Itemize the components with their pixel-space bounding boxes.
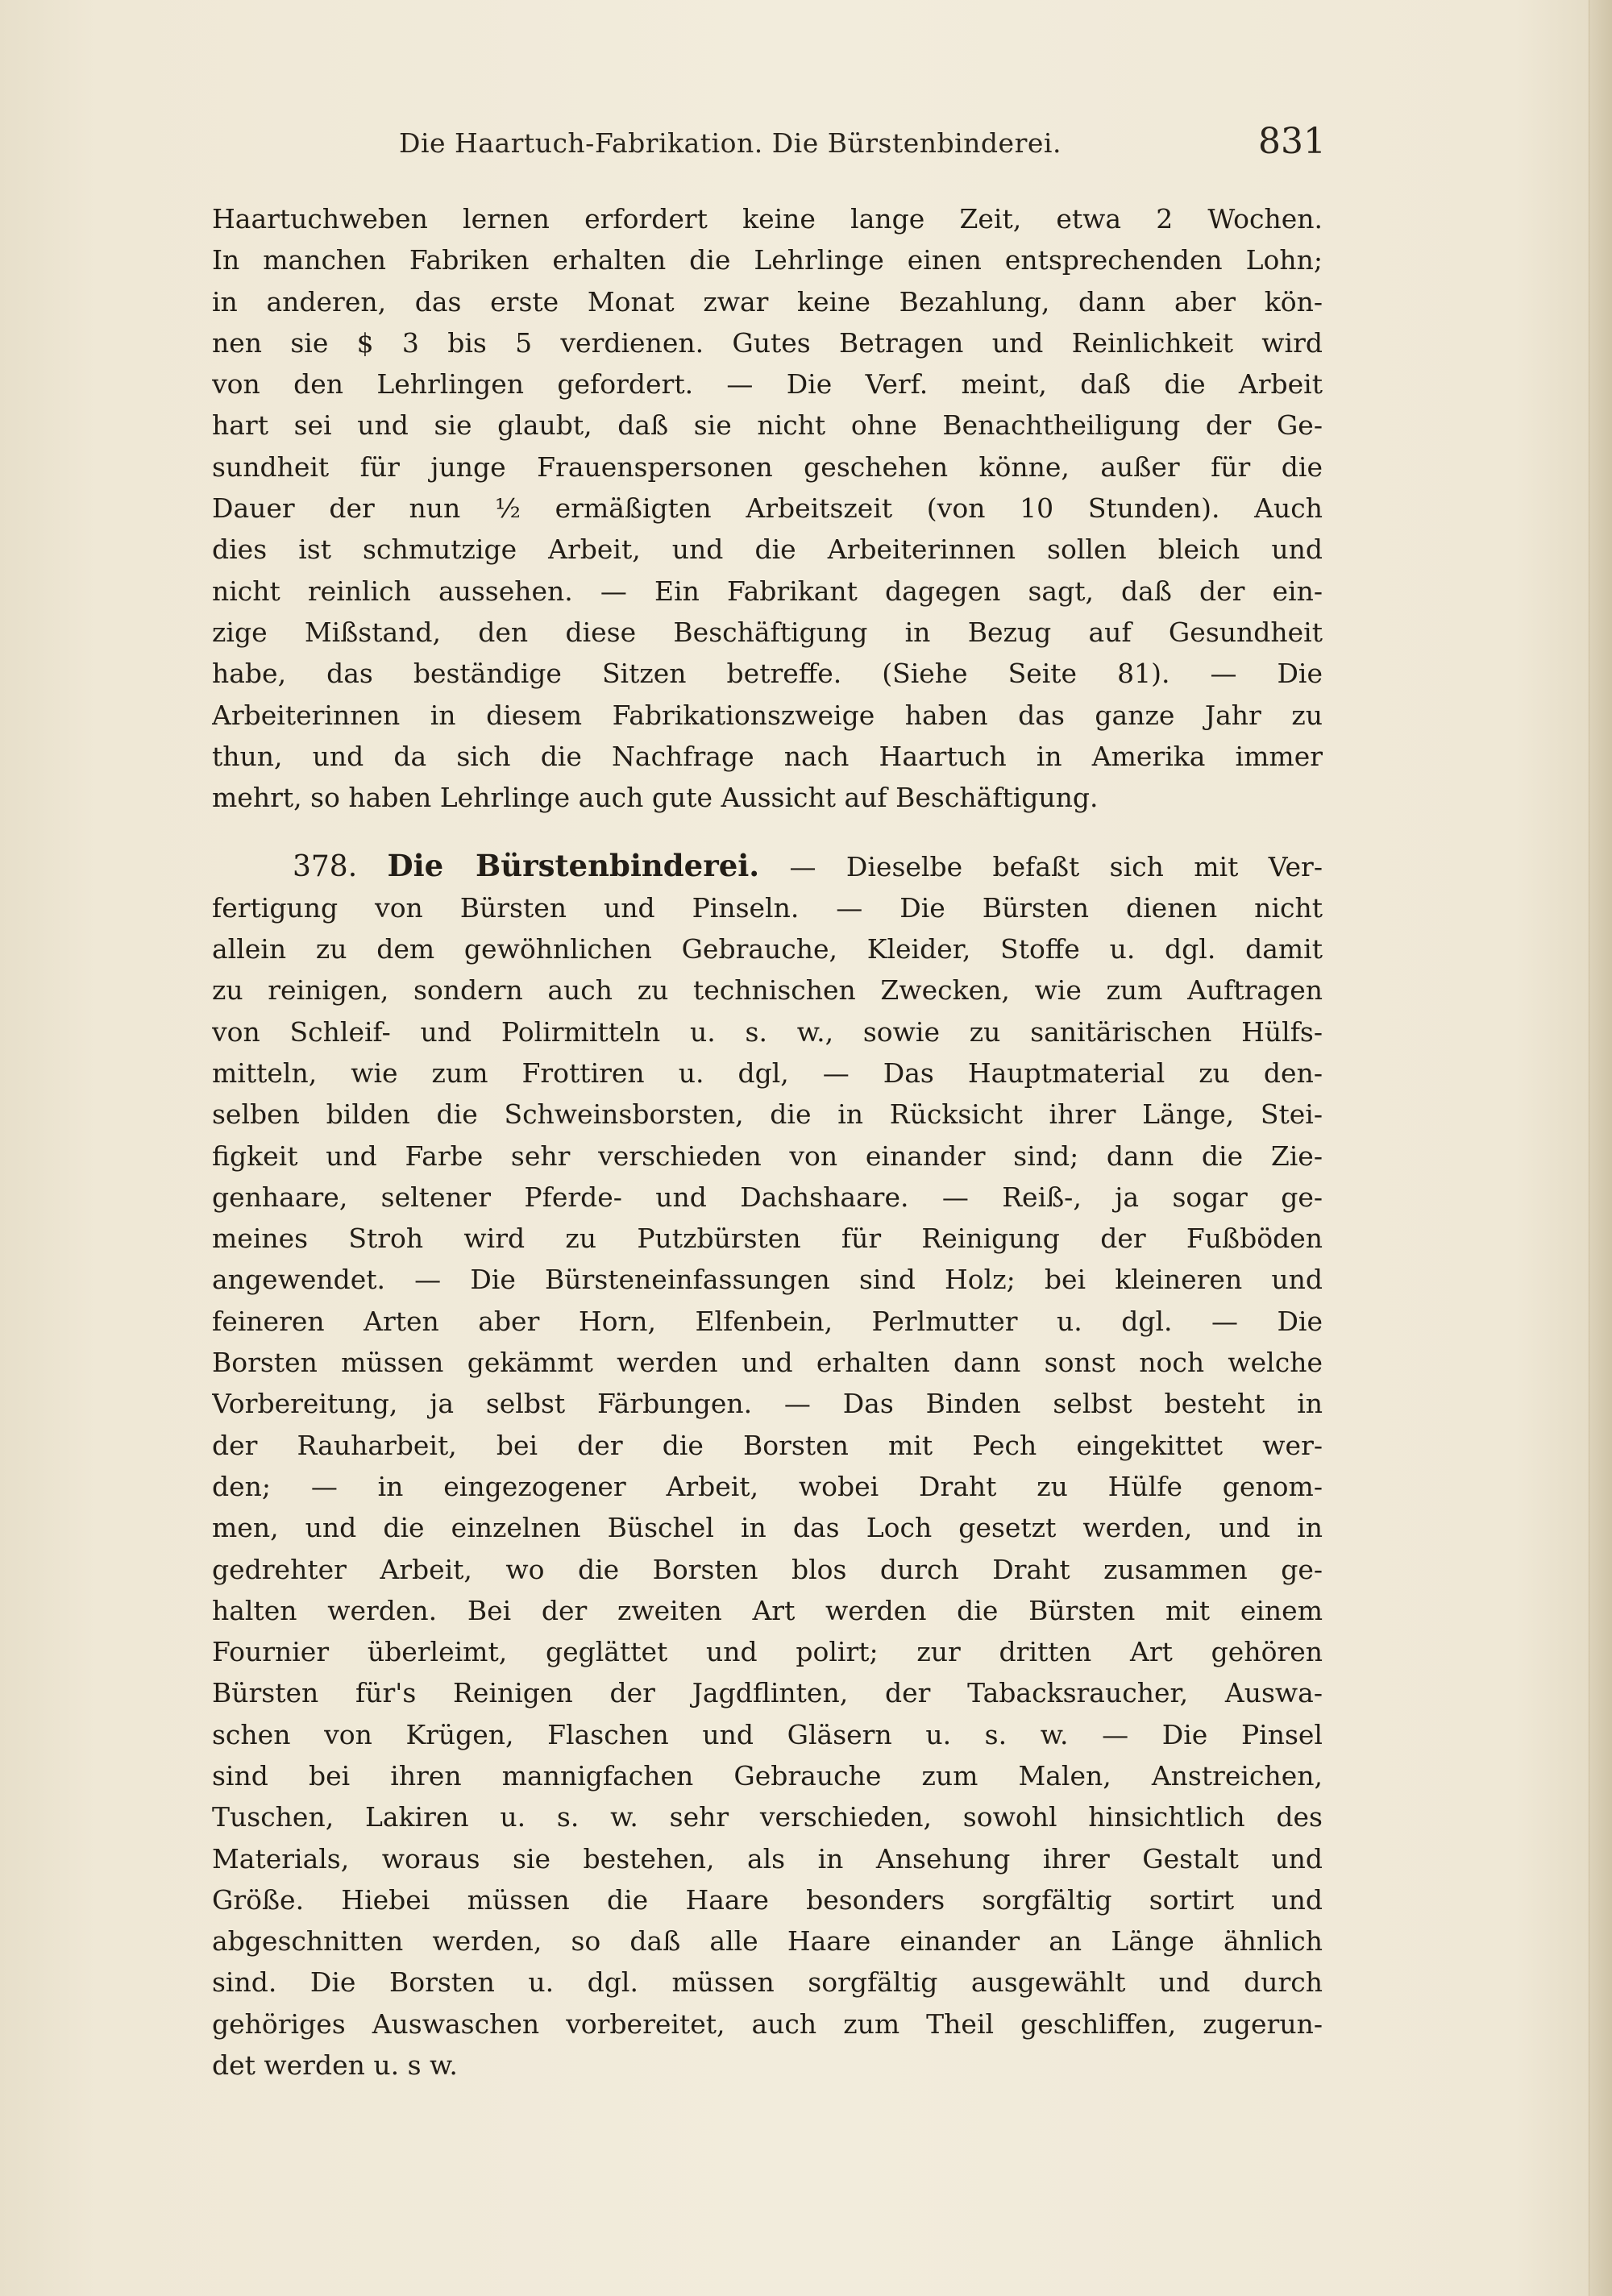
- section-heading-line: [212, 845, 1323, 886]
- text-line: Haartuchweben lernen erfordert keine lange Zeit, etwa 2 Wochen.: [212, 203, 1323, 235]
- running-head: [399, 121, 1326, 169]
- text-line: Materials, woraus sie bestehen, als in Ansehung ihrer Gestalt und: [212, 1842, 1323, 1875]
- text-line: sind bei ihren mannigfachen Gebrauche zum Malen, Anstreichen,: [212, 1759, 1323, 1792]
- text-line: von den Lehrlingen gefordert. — Die Verf. meint, daß die Arbeit: [212, 368, 1323, 401]
- text-line: Arbeiterinnen in diesem Fabrikationszweige haben das ganze Jahr zu: [212, 699, 1323, 731]
- text-line: von Schleif- und Polirmitteln u. s. w., sowie zu sanitärischen Hülfs-: [212, 1015, 1323, 1048]
- text-line: det werden u. s w.: [212, 2049, 458, 2082]
- text-line: men, und die einzelnen Büschel in das Loch gesetzt werden, und in: [212, 1512, 1323, 1544]
- text-line: dies ist schmutzige Arbeit, und die Arbeiterinnen sollen bleich und: [212, 534, 1323, 566]
- page-number: 831: [1258, 121, 1326, 162]
- text-line: Größe. Hiebei müssen die Haare besonders sorgfältig sortirt und: [212, 1883, 1323, 1916]
- text-line: sind. Die Borsten u. dgl. müssen sorgfältig ausgewählt und durch: [212, 1966, 1323, 1999]
- text-line: genhaare, seltener Pferde- und Dachshaare. — Reiß-, ja sogar ge-: [212, 1181, 1323, 1213]
- text-line: mehrt, so haben Lehrlinge auch gute Aussicht auf Beschäftigung.: [212, 782, 1099, 814]
- text-line: abgeschnitten werden, so daß alle Haare einander an Länge ähnlich: [212, 1925, 1323, 1958]
- running-head-title: Die Haartuch-Fabrikation. Die Bürstenbinderei.: [399, 127, 1062, 159]
- text-line: Bürsten für's Reinigen der Jagdflinten, der Tabacksraucher, Auswa-: [212, 1677, 1323, 1709]
- text-line: zu reinigen, sondern auch zu technischen Zwecken, wie zum Auftragen: [212, 974, 1323, 1007]
- text-line: habe, das beständige Sitzen betreffe. (Siehe Seite 81). — Die: [212, 658, 1323, 690]
- text-line: thun, und da sich die Nachfrage nach Haartuch in Amerika immer: [212, 740, 1323, 772]
- text-line: Tuschen, Lakiren u. s. w. sehr verschieden, sowohl hinsichtlich des: [212, 1801, 1323, 1833]
- text-line: in anderen, das erste Monat zwar keine Bezahlung, dann aber kön-: [212, 285, 1323, 318]
- section-title: Die Bürstenbinderei.: [387, 848, 760, 884]
- paragraph-gap: [212, 818, 1323, 845]
- text-line: schen von Krügen, Flaschen und Gläsern u. s. w. — Die Pinsel: [212, 1718, 1323, 1750]
- body-text: [212, 198, 1323, 2086]
- text-line: allein zu dem gewöhnlichen Gebrauche, Kleider, Stoffe u. dgl. damit: [212, 933, 1323, 965]
- text-line: zige Mißstand, den diese Beschäftigung in Bezug auf Gesundheit: [212, 616, 1323, 648]
- text-line: figkeit und Farbe sehr verschieden von einander sind; dann die Zie-: [212, 1140, 1323, 1172]
- text-line: selben bilden die Schweinsborsten, die in Rücksicht ihrer Länge, Stei-: [212, 1098, 1323, 1131]
- text-line: nen sie $ 3 bis 5 verdienen. Gutes Betragen und Reinlichkeit wird: [212, 326, 1323, 359]
- text-line: halten werden. Bei der zweiten Art werden die Bürsten mit einem: [212, 1594, 1323, 1626]
- page-edge: [1589, 0, 1612, 2296]
- text-line: Fournier überleimt, geglättet und polirt; zur dritten Art gehören: [212, 1636, 1323, 1668]
- text-line: feineren Arten aber Horn, Elfenbein, Perlmutter u. dgl. — Die: [212, 1305, 1323, 1337]
- text-line: der Rauharbeit, bei der die Borsten mit Pech eingekittet wer-: [212, 1429, 1323, 1461]
- text-line: nicht reinlich aussehen. — Ein Fabrikant dagegen sagt, daß der ein-: [212, 575, 1323, 607]
- text-line: sundheit für junge Frauenspersonen geschehen könne, außer für die: [212, 450, 1323, 483]
- text-line: Borsten müssen gekämmt werden und erhalten dann sonst noch welche: [212, 1347, 1323, 1379]
- section-first-line-text: — Dieselbe befaßt sich mit Ver-: [789, 851, 1323, 883]
- text-line: gedrehter Arbeit, wo die Borsten blos durch Draht zusammen ge-: [212, 1553, 1323, 1585]
- text-line: meines Stroh wird zu Putzbürsten für Reinigung der Fußböden: [212, 1223, 1323, 1255]
- paragraph-haartuch: [212, 198, 1323, 818]
- text-line: Dauer der nun ½ ermäßigten Arbeitszeit (von 10 Stunden). Auch: [212, 492, 1323, 525]
- text-line: mitteln, wie zum Frottiren u. dgl, — Das Hauptmaterial zu den-: [212, 1057, 1323, 1089]
- text-line: gehöriges Auswaschen vorbereitet, auch zum Theil geschliffen, zugerun-: [212, 2007, 1323, 2040]
- section-buerstenbinderei: [212, 845, 1323, 2086]
- section-number: 378.: [293, 850, 358, 884]
- text-line: den; — in eingezogener Arbeit, wobei Draht zu Hülfe genom-: [212, 1470, 1323, 1502]
- text-line: In manchen Fabriken erhalten die Lehrlinge einen entsprechenden Lohn;: [212, 244, 1323, 276]
- text-line: Vorbereitung, ja selbst Färbungen. — Das Binden selbst besteht in: [212, 1388, 1323, 1420]
- text-line: angewendet. — Die Bürsteneinfassungen sind Holz; bei kleineren und: [212, 1264, 1323, 1296]
- text-line: fertigung von Bürsten und Pinseln. — Die Bürsten dienen nicht: [212, 891, 1323, 924]
- text-line: hart sei und sie glaubt, daß sie nicht ohne Benachtheiligung der Ge-: [212, 409, 1323, 442]
